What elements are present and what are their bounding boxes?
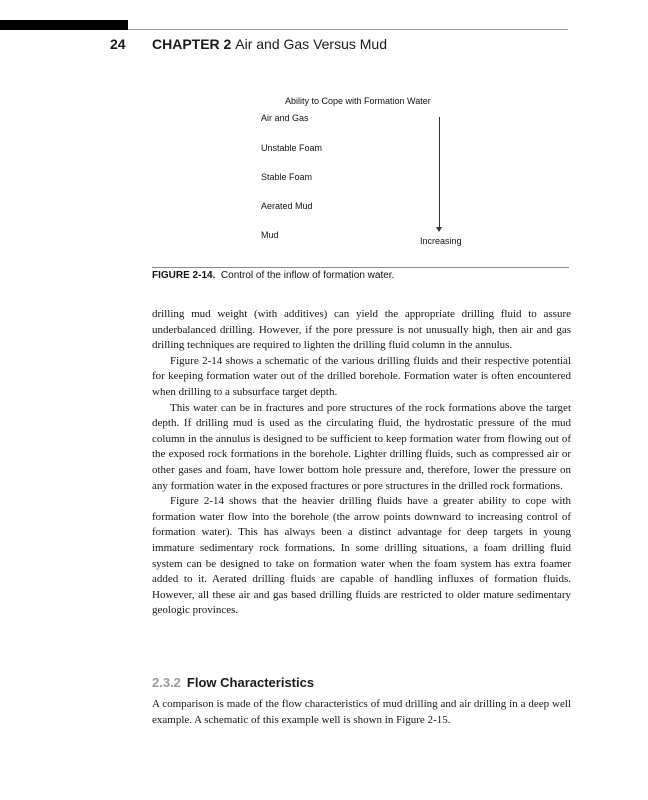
header-bar	[0, 20, 128, 30]
level-aerated-mud: Aerated Mud	[261, 201, 313, 211]
level-stable-foam: Stable Foam	[261, 172, 313, 182]
running-header	[0, 36, 648, 56]
figure-title: Ability to Cope with Formation Water	[285, 96, 431, 106]
caption-label: FIGURE 2-14.	[152, 270, 216, 281]
page-number: 24	[110, 36, 126, 52]
paragraph-3: This water can be in fractures and pore structures of the rock formations above the target depth. If drilling mud is used as the circulating fluid, the hydrostatic pressure of the mud column in the annulus is designed to be sufficient to keep formation water from flowing out of the exposed rock formations in the borehole. Lighter drilling fluids, such as compressed air or other gases and foam, have lower bottom hole pressure and, therefore, lower the pressure on any formation water in the exposed fractures or pore structures in the drilled rock formations.	[152, 401, 571, 492]
chapter-label: CHAPTER 2	[152, 36, 232, 52]
paragraph-2: Figure 2-14 shows a schematic of the various drilling fluids and their respective potential for keeping formation water out of the drilled borehole. Formation water is often encountered when drilling to a subsurface target depth.	[152, 354, 571, 398]
section-body	[152, 697, 571, 728]
section-title: Flow Characteristics	[186, 675, 315, 690]
increasing-arrow-shaft	[439, 117, 440, 227]
arrow-down-icon	[436, 227, 442, 232]
paragraph-1: drilling mud weight (with additives) can yield the appropriate drilling fluid to assure underbalanced drilling. However, if the pore pressure is not unusually high, then air and gas drilling techniques are required to lighten the drilling fluid column in the annulus.	[152, 308, 571, 352]
header-rule	[128, 29, 568, 30]
section-heading	[152, 675, 314, 690]
caption-text: Control of the inflow of formation water.	[220, 270, 395, 281]
arrow-label: Increasing	[420, 236, 462, 246]
caption-rule	[152, 267, 569, 268]
chapter-heading	[152, 36, 387, 52]
level-unstable-foam: Unstable Foam	[261, 143, 323, 153]
section-paragraph-1: A comparison is made of the flow characteristics of mud drilling and air drilling in a deep well example. A schematic of this example well is shown in Figure 2-15.	[152, 698, 571, 726]
level-mud: Mud	[261, 230, 279, 240]
chapter-title: Air and Gas Versus Mud	[235, 36, 387, 52]
body-text	[152, 307, 571, 619]
figure-caption	[152, 270, 394, 281]
paragraph-4: Figure 2-14 shows that the heavier drilling fluids have a greater ability to cope with formation water flow into the borehole (the arrow points downward to increasing control of formation water). This has always been a distinct advantage for deep targets in young immature sedimentary rock formations. In some drilling situations, a foam drilling fluid system can be designed to take on formation water when the foam system has extra foamer added to it. Aerated drilling fluids are capable of handling influxes of formation fluids. However, all these air and gas based drilling fluids are restricted to older mature sedimentary geologic provinces.	[152, 495, 571, 617]
section-number: 2.3.2	[152, 675, 181, 690]
level-air-and-gas: Air and Gas	[261, 113, 309, 123]
